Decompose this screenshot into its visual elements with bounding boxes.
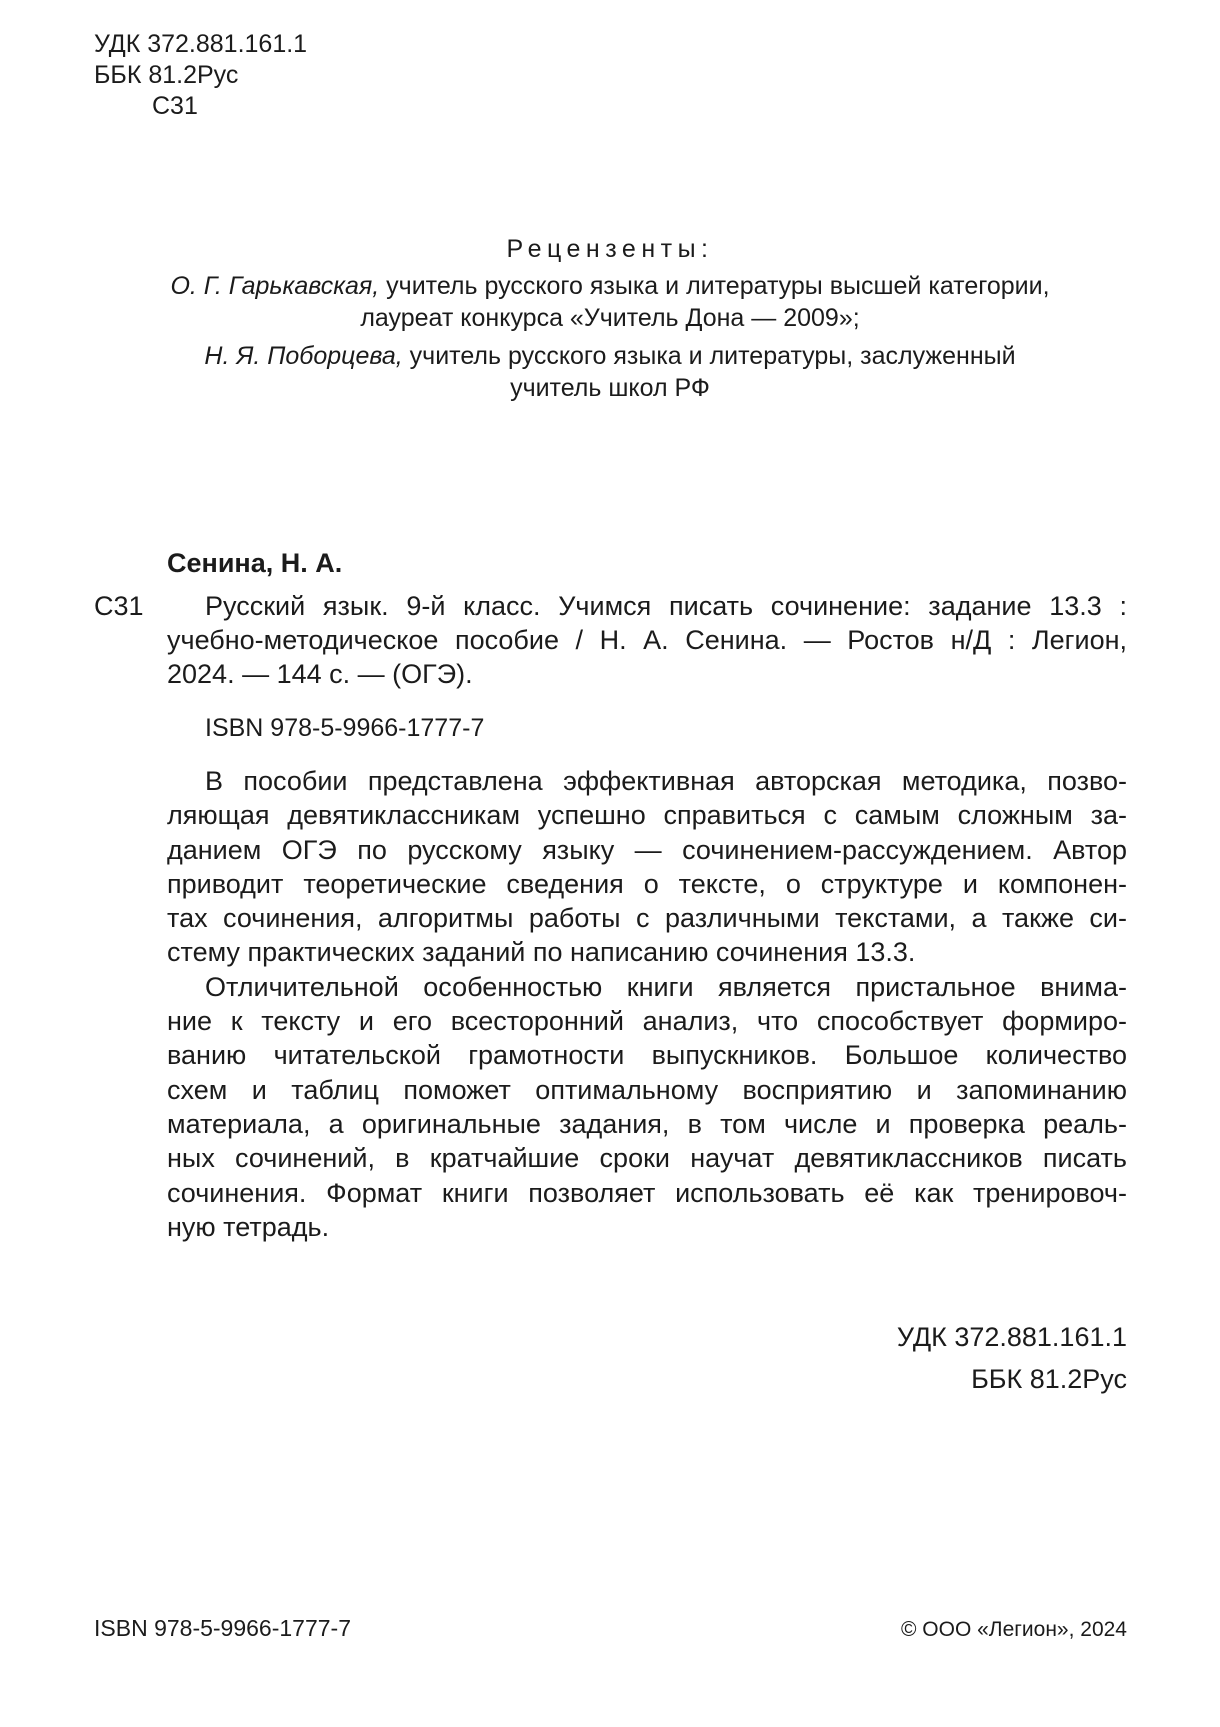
reviewer-entry [100, 270, 1120, 334]
bbk-code-bottom: ББК 81.2Рус [971, 1364, 1127, 1394]
biblio-line: Русский язык. 9-й класс. Учимся писать сочинение: задание 13.3 : [205, 591, 1127, 621]
annotation-line: ляющая девятиклассникам успешно справиться с самым сложным за- [167, 800, 1127, 831]
annotation-line: материала, а оригинальные задания, в том числе и проверка реаль- [167, 1108, 1127, 1139]
author-mark-top: С31 [152, 92, 198, 120]
reviewers-section [100, 232, 1120, 410]
footer-isbn: ISBN 978-5-9966-1777-7 [94, 1615, 351, 1641]
reviewer-entry [100, 340, 1120, 404]
annotation-line: данием ОГЭ по русскому языку — сочинением-рассуждением. Автор [167, 834, 1127, 865]
reviewer-title-cont: учитель школ РФ [510, 374, 710, 402]
annotation-line: стему практических заданий по написанию сочинения 13.3. [167, 937, 916, 968]
reviewers-heading: Рецензенты: [506, 235, 714, 263]
copyright: © ООО «Легион», 2024 [900, 1618, 1127, 1641]
reviewer-name: Н. Я. Поборцева, [204, 342, 403, 370]
annotation-line: приводит теоретические сведения о тексте, о структуре и компонен- [167, 868, 1127, 899]
annotation-line: ную тетрадь. [167, 1211, 330, 1242]
reviewer-title: учитель русского языка и литературы высшей категории, [379, 272, 1050, 300]
isbn: ISBN 978-5-9966-1777-7 [205, 714, 485, 742]
biblio-line: учебно-методическое пособие / Н. А. Сенина. — Ростов н/Д : Легион, [167, 625, 1127, 655]
bbk-code-top: ББК 81.2Рус [94, 61, 239, 89]
bibliographic-description [167, 589, 1127, 691]
annotation-line: ванию читательской грамотности выпускников. Большое количество [167, 1040, 1127, 1071]
annotation-line: ние к тексту и его всесторонний анализ, что способствует формиро- [167, 1006, 1127, 1037]
author-mark: С31 [94, 591, 144, 621]
annotation [167, 764, 1127, 1244]
biblio-line: 2024. — 144 с. — (ОГЭ). [167, 659, 473, 689]
udc-code-top: УДК 372.881.161.1 [94, 30, 308, 58]
udc-code-bottom: УДК 372.881.161.1 [896, 1322, 1127, 1352]
reviewer-name: О. Г. Гарькавская, [170, 272, 380, 300]
annotation-line: сочинения. Формат книги позволяет использовать её как тренировоч- [167, 1177, 1127, 1208]
annotation-line: схем и таблиц поможет оптимальному восприятию и запоминанию [167, 1074, 1127, 1105]
annotation-line: Отличительной особенностью книги является пристальное внима- [205, 971, 1127, 1002]
reviewer-title: учитель русского языка и литературы, заслуженный [402, 342, 1016, 370]
annotation-line: тах сочинения, алгоритмы работы с различными текстами, а также си- [167, 903, 1127, 934]
reviewer-title-cont: лауреат конкурса «Учитель Дона — 2009»; [360, 304, 860, 332]
annotation-line: В пособии представлена эффективная авторская методика, позво- [205, 766, 1127, 796]
annotation-line: ных сочинений, в кратчайшие сроки научат девятиклассников писать [167, 1143, 1127, 1174]
author-heading: Сенина, Н. А. [167, 548, 343, 578]
